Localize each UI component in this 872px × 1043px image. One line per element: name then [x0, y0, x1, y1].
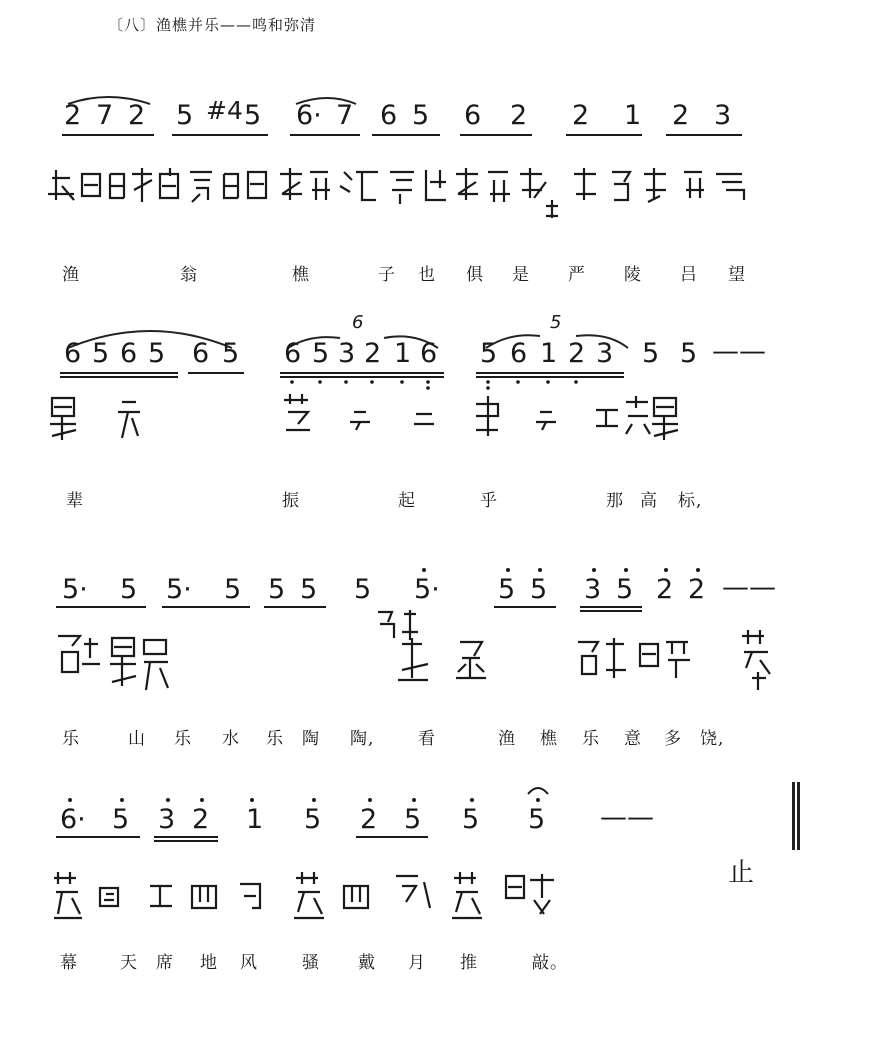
- note: 5: [244, 100, 262, 131]
- lyric: 风: [240, 953, 258, 973]
- lyric: 望: [728, 265, 746, 285]
- lyric: 乎: [480, 491, 498, 511]
- note: 5: [616, 574, 634, 605]
- side-annotation: 止: [728, 858, 755, 888]
- lyric: 戴: [358, 953, 376, 973]
- note: 5: [92, 338, 110, 369]
- note: #4: [206, 96, 243, 125]
- note: 7: [96, 100, 114, 131]
- note: 1: [394, 338, 412, 369]
- lyric: 地: [200, 953, 218, 973]
- lyric: 乐: [582, 729, 600, 749]
- note: 5: [680, 338, 698, 369]
- lyric: 推: [460, 953, 478, 973]
- lyric: 翁: [180, 265, 198, 285]
- note: 2: [572, 100, 590, 131]
- lyric: 那: [606, 491, 624, 511]
- lyric: 渔: [498, 729, 516, 749]
- lyric: 水: [222, 729, 240, 749]
- lyric: 子: [378, 265, 396, 285]
- note: 5: [642, 338, 660, 369]
- jianzipu-tablature: [0, 90, 872, 260]
- note: 5: [120, 574, 138, 605]
- note: 3: [714, 100, 732, 131]
- note: 6: [64, 338, 82, 369]
- note: 2: [568, 338, 586, 369]
- lyric: 吕: [680, 265, 698, 285]
- note: 5: [462, 804, 480, 835]
- lyric: 起: [398, 491, 416, 511]
- note: 5: [480, 338, 498, 369]
- note: 3: [158, 804, 176, 835]
- lyric: 月: [408, 953, 426, 973]
- note: 5: [268, 574, 286, 605]
- note: 5: [312, 338, 330, 369]
- note: 1: [624, 100, 642, 131]
- note: 5·: [166, 574, 192, 605]
- lyric: 樵: [540, 729, 558, 749]
- lyric: 辈: [66, 491, 84, 511]
- lyric: 看: [418, 729, 436, 749]
- note: 6: [510, 338, 528, 369]
- note: 1: [540, 338, 558, 369]
- note: 1: [246, 804, 264, 835]
- note: 3: [596, 338, 614, 369]
- note: 2: [510, 100, 528, 131]
- note: 5: [498, 574, 516, 605]
- note: 6: [420, 338, 438, 369]
- note: 5·: [414, 574, 440, 605]
- note: 6: [192, 338, 210, 369]
- note: 5: [304, 804, 322, 835]
- tuplet-number: 5: [550, 312, 562, 333]
- note: 2: [672, 100, 690, 131]
- note: 5: [176, 100, 194, 131]
- lyric: 乐: [266, 729, 284, 749]
- lyric: 骚: [302, 953, 320, 973]
- lyric: 席: [156, 953, 174, 973]
- note: 5: [224, 574, 242, 605]
- lyric: 饶,: [700, 729, 725, 749]
- note: 5: [404, 804, 422, 835]
- lyric: 陵: [624, 265, 642, 285]
- note: 5: [222, 338, 240, 369]
- note: 3: [338, 338, 356, 369]
- note: 2: [656, 574, 674, 605]
- tuplet-number: 6: [352, 312, 364, 333]
- lyric: 严: [568, 265, 586, 285]
- note: 7: [336, 100, 354, 131]
- note: 5: [412, 100, 430, 131]
- jianzipu-tablature: [0, 560, 872, 730]
- note: 6·: [60, 804, 86, 835]
- dash: ——: [600, 802, 654, 833]
- lyric: 高: [640, 491, 658, 511]
- lyric: 多: [664, 729, 682, 749]
- note: 5: [300, 574, 318, 605]
- note: 6: [380, 100, 398, 131]
- lyric: 标,: [678, 491, 703, 511]
- note: 5·: [62, 574, 88, 605]
- note: 2: [128, 100, 146, 131]
- note: 5: [112, 804, 130, 835]
- note: 6: [284, 338, 302, 369]
- note: 2: [64, 100, 82, 131]
- lyric: 是: [512, 265, 530, 285]
- jianzipu-tablature: [0, 318, 872, 488]
- lyric: 也: [418, 265, 436, 285]
- lyric: 天: [120, 953, 138, 973]
- lyric: 敲。: [532, 953, 568, 973]
- lyric: 俱: [466, 265, 484, 285]
- page-edge-mark: [792, 782, 802, 850]
- lyric: 樵: [292, 265, 310, 285]
- lyric: 意: [624, 729, 642, 749]
- lyric: 幕: [60, 953, 78, 973]
- lyric: 振: [282, 491, 300, 511]
- note: 2: [360, 804, 378, 835]
- lyric: 陶: [302, 729, 320, 749]
- note: 5: [148, 338, 166, 369]
- lyric: 山: [128, 729, 146, 749]
- note: 2: [364, 338, 382, 369]
- note: 2: [192, 804, 210, 835]
- note: 5: [528, 804, 546, 835]
- lyric: 渔: [62, 265, 80, 285]
- note: 5: [354, 574, 372, 605]
- note: 2: [688, 574, 706, 605]
- note: 5: [530, 574, 548, 605]
- note: 6: [120, 338, 138, 369]
- note: 6: [464, 100, 482, 131]
- lyric: 陶,: [350, 729, 375, 749]
- lyric: 乐: [62, 729, 80, 749]
- section-title: 〔八〕渔樵并乐——鸣和弥清: [108, 16, 317, 34]
- dash: ——: [712, 336, 766, 367]
- note: 3: [584, 574, 602, 605]
- lyric: 乐: [174, 729, 192, 749]
- note: 6·: [296, 100, 322, 131]
- dash: ——: [722, 572, 776, 603]
